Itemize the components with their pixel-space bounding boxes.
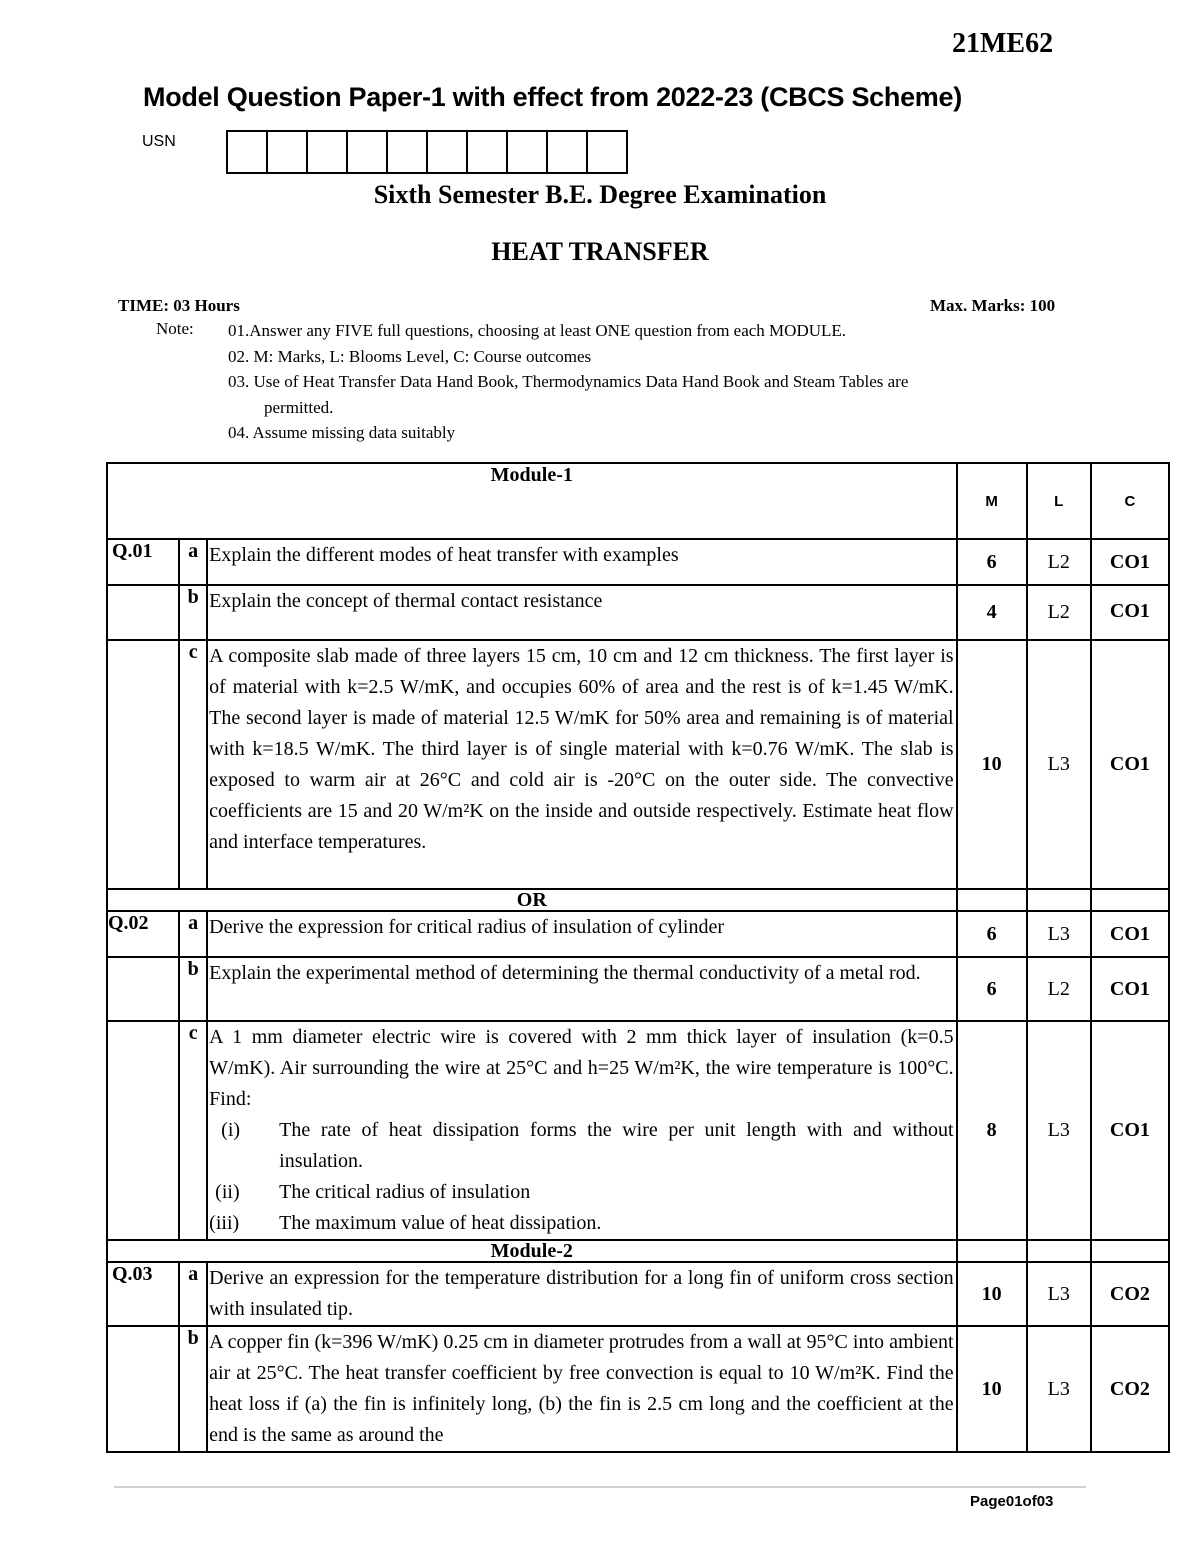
module-separator-row (107, 1240, 1169, 1262)
question-marks: 10 (957, 1326, 1027, 1452)
blooms-level: L3 (1027, 1021, 1091, 1240)
sub-part (209, 1177, 953, 1208)
sub-question-letter: a (179, 539, 207, 585)
table-header-row (107, 463, 1169, 539)
course-outcome: CO1 (1091, 539, 1169, 585)
usn-box[interactable] (388, 132, 428, 172)
blooms-level: L2 (1027, 957, 1091, 1021)
note-item: 02. M: Marks, L: Blooms Level, C: Course outcomes (228, 346, 592, 366)
question-text: Explain the concept of thermal contact resistance (207, 585, 956, 640)
question-number-empty (107, 640, 179, 889)
question-marks: 6 (957, 539, 1027, 585)
question-number-empty (107, 957, 179, 1021)
sub-question-letter: b (179, 957, 207, 1021)
max-marks: Max. Marks: 100 (930, 296, 1056, 315)
usn-label: USN (142, 133, 176, 150)
notes-list (228, 318, 1068, 446)
sub-question-letter: a (179, 1262, 207, 1326)
usn-boxes[interactable] (226, 130, 628, 174)
note-label: Note: (156, 319, 194, 338)
sub-part-number: (i) (221, 1119, 241, 1141)
note-item: 03. Use of Heat Transfer Data Hand Book, Thermodynamics Data Hand Book and Steam Tables are (228, 372, 909, 391)
sub-question-letter: b (179, 1326, 207, 1452)
question-number: Q.03 (107, 1262, 179, 1326)
blooms-level: L3 (1027, 911, 1091, 957)
usn-box[interactable] (428, 132, 468, 172)
usn-box[interactable] (228, 132, 268, 172)
question-marks: 8 (957, 1021, 1027, 1240)
footer-divider (114, 1486, 1086, 1488)
table-row (107, 1021, 1169, 1240)
module-heading: Module-2 (107, 1240, 957, 1262)
usn-box[interactable] (468, 132, 508, 172)
question-number-empty (107, 585, 179, 640)
blooms-level: L2 (1027, 539, 1091, 585)
paper-title: Model Question Paper-1 with effect from 2022-23 (CBCS Scheme) (143, 82, 962, 112)
note-item: 01.Answer any FIVE full questions, choosing at least ONE question from each MODULE. (228, 321, 847, 340)
question-marks: 6 (957, 911, 1027, 957)
course-outcome: CO1 (1091, 1021, 1169, 1240)
question-marks: 10 (957, 640, 1027, 889)
question-number-empty (107, 1326, 179, 1452)
question-text: A composite slab made of three layers 15 cm, 10 cm and 12 cm thickness. The first layer is of material with k=2.5 W/mK, and occupies 60% of area and the rest is of k=1.45 W/mK. The second layer is made of material 12.5 W/mK for 50% area and remaining is of material with k=18.5 W/mK. The third layer is of single material with k=0.76 W/mK. The slab is exposed to warm air at 26°C and cold air is -20°C on the outer side. The convective coefficients are 15 and 20 W/m²K on the inside and outside respectively. Estimate heat flow and interface temperatures. (207, 640, 956, 889)
blooms-level: L3 (1027, 640, 1091, 889)
question-text: Explain the different modes of heat transfer with examples (207, 539, 956, 585)
exam-name: Sixth Semester B.E. Degree Examination (373, 180, 827, 209)
question-text: A 1 mm diameter electric wire is covered with 2 mm thick layer of insulation (k=0.5 W/mK). Air surrounding the wire at 25°C and h=25 W/m²K, the wire temperature is 100°C. Find: (209, 1026, 954, 1110)
outcome-column-header: C (1091, 463, 1169, 539)
separator-cell (1027, 1240, 1091, 1262)
table-row (107, 539, 1169, 585)
course-outcome: CO2 (1091, 1326, 1169, 1452)
question-text: A copper fin (k=396 W/mK) 0.25 cm in diameter protrudes from a wall at 95°C into ambient air at 25°C. The heat transfer coefficient by free convection is equal to 10 W/m²K. Find the heat loss if (a) the fin is infinitely long, (b) the fin is 2.5 cm long and the coefficient at the end is the same as around the (207, 1326, 956, 1452)
table-row (107, 957, 1169, 1021)
sub-part-number: (ii) (215, 1181, 240, 1203)
separator-cell (1091, 889, 1169, 911)
course-outcome: CO1 (1091, 640, 1169, 889)
course-outcome: CO1 (1091, 585, 1169, 640)
question-table (106, 462, 1170, 1453)
usn-box[interactable] (348, 132, 388, 172)
course-outcome: CO1 (1091, 957, 1169, 1021)
question-number: Q.01 (107, 539, 179, 585)
question-marks: 10 (957, 1262, 1027, 1326)
sub-part-text: The critical radius of insulation (279, 1181, 531, 1203)
or-label: OR (107, 889, 957, 911)
usn-box[interactable] (548, 132, 588, 172)
table-row (107, 1262, 1169, 1326)
sub-question-letter: b (179, 585, 207, 640)
question-text: Derive the expression for critical radius of insulation of cylinder (207, 911, 956, 957)
table-row (107, 585, 1169, 640)
blooms-level: L3 (1027, 1262, 1091, 1326)
sub-part-text: The maximum value of heat dissipation. (279, 1212, 602, 1234)
subject-name: HEAT TRANSFER (491, 237, 709, 266)
course-outcome: CO1 (1091, 911, 1169, 957)
question-text: Explain the experimental method of determining the thermal conductivity of a metal rod. (207, 957, 956, 1021)
sub-part-number: (iii) (209, 1212, 240, 1234)
course-outcome: CO2 (1091, 1262, 1169, 1326)
table-row (107, 1326, 1169, 1452)
question-marks: 6 (957, 957, 1027, 1021)
time-duration: TIME: 03 Hours (118, 296, 240, 315)
sub-part-text: The rate of heat dissipation forms the wire per unit length with and without insulation. (279, 1119, 954, 1172)
course-code: 21ME62 (952, 28, 1054, 59)
level-column-header: L (1027, 463, 1091, 539)
separator-cell (1027, 889, 1091, 911)
question-number: Q.02 (107, 911, 179, 957)
usn-box[interactable] (308, 132, 348, 172)
module-heading: Module-1 (107, 463, 957, 539)
blooms-level: L3 (1027, 1326, 1091, 1452)
blooms-level: L2 (1027, 585, 1091, 640)
page-number: Page01of03 (970, 1493, 1054, 1510)
sub-question-letter: c (179, 1021, 207, 1240)
note-item: permitted. (264, 397, 334, 417)
sub-question-letter: a (179, 911, 207, 957)
separator-cell (957, 1240, 1027, 1262)
separator-cell (1091, 1240, 1169, 1262)
question-marks: 4 (957, 585, 1027, 640)
question-text: Derive an expression for the temperature distribution for a long fin of uniform cross section with insulated tip. (207, 1262, 956, 1326)
sub-question-letter: c (179, 640, 207, 889)
marks-column-header: M (957, 463, 1027, 539)
sub-part (209, 1208, 953, 1239)
note-item: 04. Assume missing data suitably (228, 423, 456, 442)
usn-box[interactable] (508, 132, 548, 172)
usn-box[interactable] (268, 132, 308, 172)
sub-part (209, 1115, 953, 1177)
table-row (107, 640, 1169, 889)
usn-box[interactable] (588, 132, 626, 172)
question-text-block (207, 1021, 956, 1240)
separator-cell (957, 889, 1027, 911)
question-number-empty (107, 1021, 179, 1240)
or-separator-row (107, 889, 1169, 911)
table-row (107, 911, 1169, 957)
